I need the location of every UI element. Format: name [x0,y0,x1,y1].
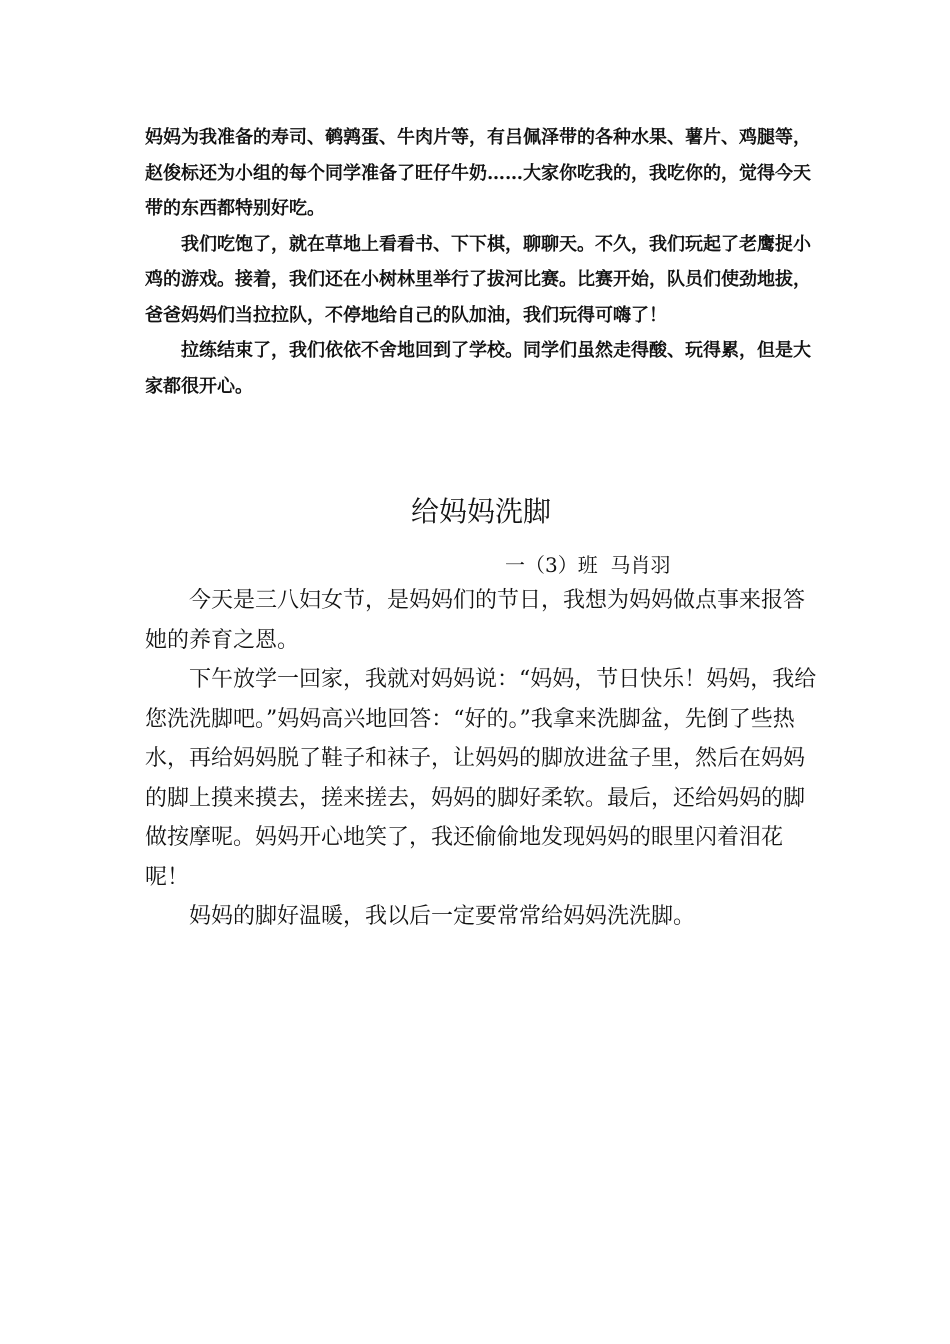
essay-body [145,581,817,937]
paragraph-conclusion: 妈妈的脚好温暖，我以后一定要常常给妈妈洗洗脚。 [189,904,696,929]
essay-title: 给妈妈洗脚 [410,495,551,528]
paragraph-intro: 今天是三八妇女节，是妈妈们的节日，我想为妈妈做点事来报答她的养育之恩。 [145,588,806,653]
essay-author: 一（3）班 马肖羽 [505,553,671,577]
paragraph-return: 拉练结束了，我们依依不舍地回到了学校。同学们虽然走得酸、玩得累，但是大家都很开心。 [145,340,811,397]
paragraph-games: 我们吃饱了，就在草地上看看书、下下棋，聊聊天。不久，我们玩起了老鹰捉小鸡的游戏。接着，我们还在小树林里举行了拔河比赛。比赛开始，队员们使劲地拔，爸爸妈妈们当拉拉队，不停地给自己的队加油，我们玩得可嗨了！ [145,233,811,326]
paragraph-washing: 下午放学一回家，我就对妈妈说：“妈妈，节日快乐！妈妈，我给您洗洗脚吧。”妈妈高兴地回答：“好的。”我拿来洗脚盆，先倒了些热水，再给妈妈脱了鞋子和袜子，让妈妈的脚放进盆子里，然后在妈妈的脚上摸来摸去，搓来搓去，妈妈的脚好柔软。最后，还给妈妈的脚做按摩呢。妈妈开心地笑了，我还偷偷地发现妈妈的眼里闪着泪花呢！ [145,667,817,890]
paragraph-food: 妈妈为我准备的寿司、鹌鹑蛋、牛肉片等，有吕佩泽带的各种水果、薯片、鸡腿等，赵俊标还为小组的每个同学准备了旺仔牛奶……大家你吃我的，我吃你的，觉得今天带的东西都特别好吃。 [145,127,811,219]
essay-continuation [145,120,817,404]
